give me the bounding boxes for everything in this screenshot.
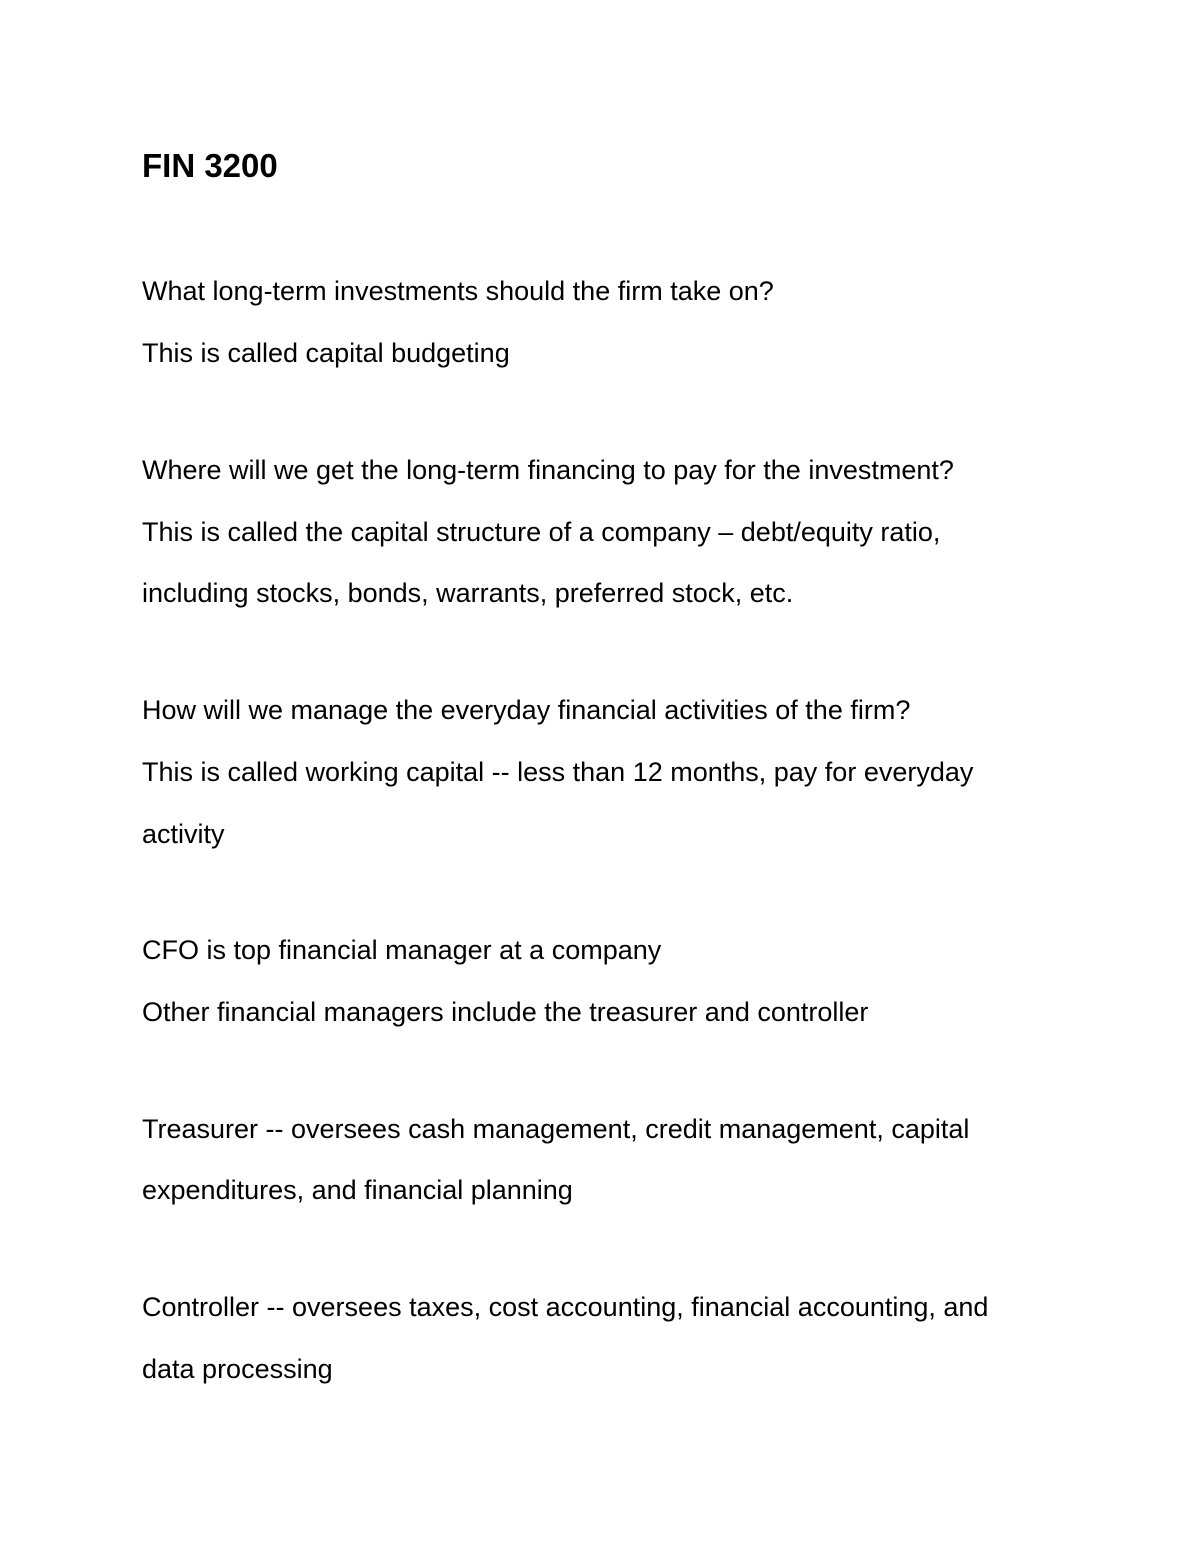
text-line: expenditures, and financial planning <box>142 1175 573 1205</box>
text-line: activity <box>142 819 225 849</box>
text-line: What long-term investments should the firm take on? <box>142 276 774 306</box>
text-line: Treasurer -- oversees cash management, credit management, capital <box>142 1114 970 1144</box>
text-line: Controller -- oversees taxes, cost accounting, financial accounting, and <box>142 1292 989 1322</box>
text-line: This is called the capital structure of a company – debt/equity ratio, <box>142 517 941 547</box>
document-title: FIN 3200 <box>142 147 278 184</box>
text-line: This is called working capital -- less than 12 months, pay for everyday <box>142 757 974 787</box>
text-line: Other financial managers include the treasurer and controller <box>142 997 869 1027</box>
text-line: including stocks, bonds, warrants, preferred stock, etc. <box>142 578 794 608</box>
text-line: How will we manage the everyday financial activities of the firm? <box>142 695 911 725</box>
text-line: This is called capital budgeting <box>142 338 510 368</box>
text-line: data processing <box>142 1354 333 1384</box>
text-line: Where will we get the long-term financing to pay for the investment? <box>142 455 954 485</box>
text-line: CFO is top financial manager at a company <box>142 935 662 965</box>
